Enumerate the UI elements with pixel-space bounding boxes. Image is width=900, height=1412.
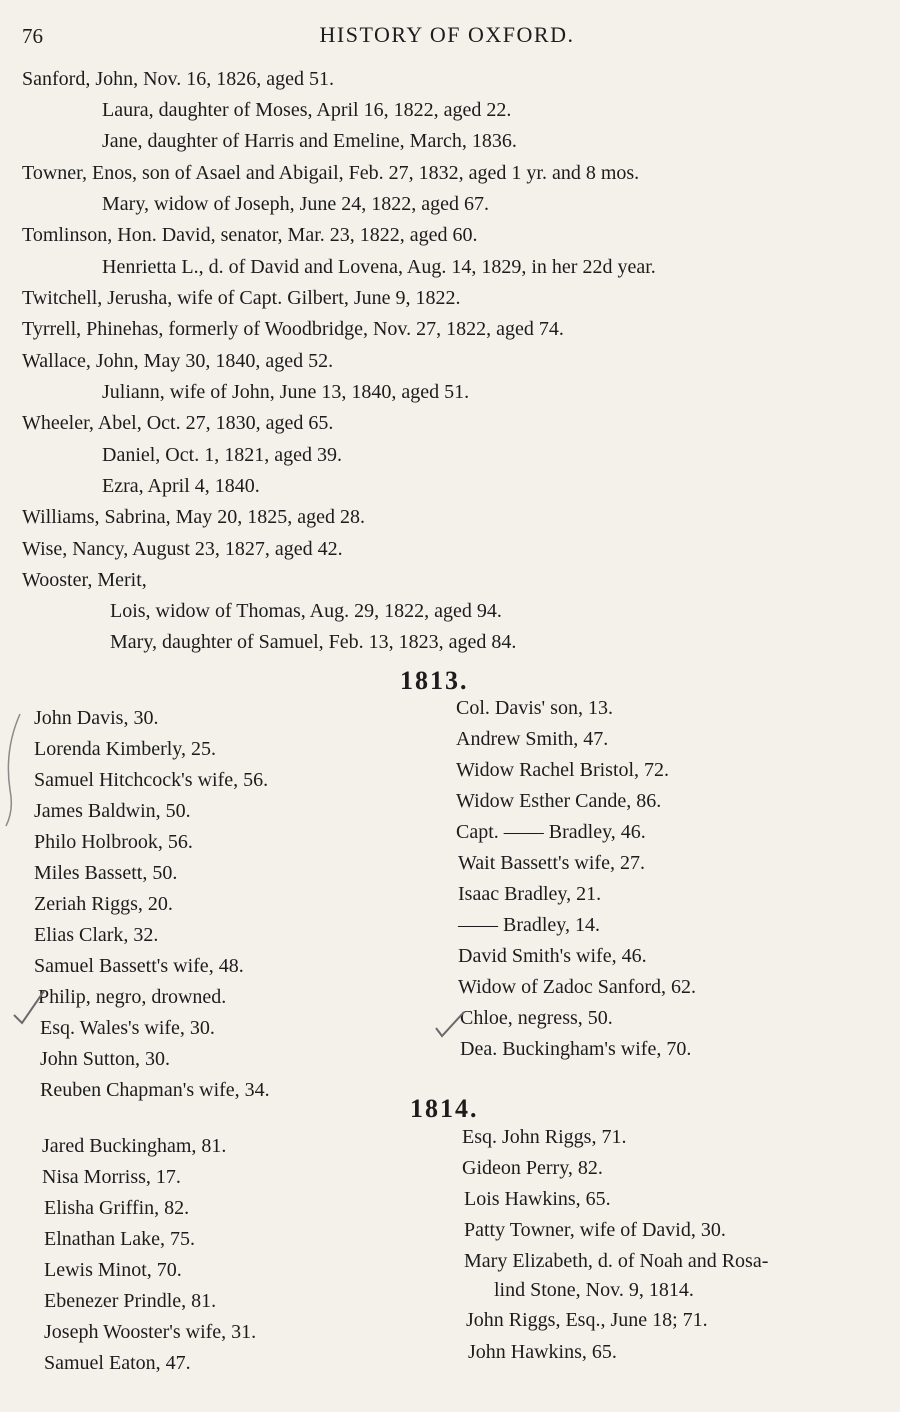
entry-line: Mary, widow of Joseph, June 24, 1822, aged 67. bbox=[102, 193, 489, 215]
entry-line: Tyrrell, Phinehas, formerly of Woodbridge, Nov. 27, 1822, aged 74. bbox=[22, 318, 564, 340]
list-item: Philip, negro, drowned. bbox=[38, 986, 227, 1008]
list-item: Widow Rachel Bristol, 72. bbox=[456, 759, 670, 781]
pencil-checkmark-icon bbox=[10, 985, 46, 1025]
entry-line: Tomlinson, Hon. David, senator, Mar. 23, 1822, aged 60. bbox=[22, 224, 478, 246]
pencil-checkmark-icon bbox=[432, 1008, 468, 1040]
year-heading-1814: 1814. bbox=[410, 1094, 479, 1123]
entry-line: Twitchell, Jerusha, wife of Capt. Gilbert, June 9, 1822. bbox=[22, 287, 461, 309]
list-item: Joseph Wooster's wife, 31. bbox=[44, 1321, 257, 1343]
list-item: Col. Davis' son, 13. bbox=[456, 697, 613, 719]
page-header bbox=[22, 18, 872, 52]
list-item: John Sutton, 30. bbox=[40, 1048, 171, 1070]
entry-line: Laura, daughter of Moses, April 16, 1822, aged 22. bbox=[102, 99, 512, 121]
list-item: Patty Towner, wife of David, 30. bbox=[464, 1219, 726, 1241]
list-item: Elias Clark, 32. bbox=[34, 924, 159, 946]
running-title: HISTORY OF OXFORD. bbox=[319, 22, 575, 47]
list-item: Samuel Eaton, 47. bbox=[44, 1352, 191, 1374]
pencil-bracket-icon bbox=[0, 710, 22, 830]
list-item: Jared Buckingham, 81. bbox=[42, 1135, 227, 1157]
list-item: James Baldwin, 50. bbox=[34, 800, 191, 822]
entry-line: Towner, Enos, son of Asael and Abigail, Feb. 27, 1832, aged 1 yr. and 8 mos. bbox=[22, 162, 640, 184]
list-item: Ebenezer Prindle, 81. bbox=[44, 1290, 217, 1312]
entry-line: Jane, daughter of Harris and Emeline, March, 1836. bbox=[102, 130, 517, 152]
entry-line: Wallace, John, May 30, 1840, aged 52. bbox=[22, 350, 334, 372]
list-item: John Davis, 30. bbox=[34, 707, 159, 729]
list-item: Isaac Bradley, 21. bbox=[458, 883, 602, 905]
list-item: Miles Bassett, 50. bbox=[34, 862, 178, 884]
entry-line: Daniel, Oct. 1, 1821, aged 39. bbox=[102, 444, 342, 466]
list-item: Esq. John Riggs, 71. bbox=[462, 1126, 627, 1148]
entry-line: Sanford, John, Nov. 16, 1826, aged 51. bbox=[22, 68, 335, 90]
list-item: —— Bradley, 14. bbox=[458, 914, 601, 936]
list-item: Widow of Zadoc Sanford, 62. bbox=[458, 976, 697, 998]
entry-line: Wheeler, Abel, Oct. 27, 1830, aged 65. bbox=[22, 412, 334, 434]
entry-line: Wooster, Merit, bbox=[22, 569, 147, 591]
list-item: Chloe, negress, 50. bbox=[460, 1007, 613, 1029]
list-item: Elnathan Lake, 75. bbox=[44, 1228, 196, 1250]
list-item: Mary Elizabeth, d. of Noah and Rosa- bbox=[464, 1250, 769, 1272]
list-item: Elisha Griffin, 82. bbox=[44, 1197, 190, 1219]
list-item: Andrew Smith, 47. bbox=[456, 728, 609, 750]
list-item: Samuel Hitchcock's wife, 56. bbox=[34, 769, 269, 791]
year-heading-1813: 1813. bbox=[400, 666, 469, 695]
entry-line: Lois, widow of Thomas, Aug. 29, 1822, aged 94. bbox=[110, 600, 502, 622]
entry-line: Juliann, wife of John, June 13, 1840, aged 51. bbox=[102, 381, 470, 403]
list-item: Samuel Bassett's wife, 48. bbox=[34, 955, 244, 977]
list-item: Lois Hawkins, 65. bbox=[464, 1188, 611, 1210]
list-item: David Smith's wife, 46. bbox=[458, 945, 647, 967]
list-item: Nisa Morriss, 17. bbox=[42, 1166, 181, 1188]
list-item: John Hawkins, 65. bbox=[468, 1341, 617, 1363]
list-item: Lorenda Kimberly, 25. bbox=[34, 738, 216, 760]
list-item: Capt. —— Bradley, 46. bbox=[456, 821, 646, 843]
list-item: Esq. Wales's wife, 30. bbox=[40, 1017, 215, 1039]
list-item: Reuben Chapman's wife, 34. bbox=[40, 1079, 270, 1101]
list-item: lind Stone, Nov. 9, 1814. bbox=[494, 1279, 694, 1301]
page-number: 76 bbox=[22, 24, 43, 48]
entry-line: Ezra, April 4, 1840. bbox=[102, 475, 260, 497]
entry-line: Henrietta L., d. of David and Lovena, Aug. 14, 1829, in her 22d year. bbox=[102, 256, 656, 278]
list-item: Gideon Perry, 82. bbox=[462, 1157, 603, 1179]
list-item: John Riggs, Esq., June 18; 71. bbox=[466, 1309, 708, 1331]
list-item: Dea. Buckingham's wife, 70. bbox=[460, 1038, 692, 1060]
entry-line: Mary, daughter of Samuel, Feb. 13, 1823, aged 84. bbox=[110, 631, 517, 653]
list-item: Philo Holbrook, 56. bbox=[34, 831, 193, 853]
list-item: Zeriah Riggs, 20. bbox=[34, 893, 173, 915]
entry-line: Wise, Nancy, August 23, 1827, aged 42. bbox=[22, 538, 343, 560]
entry-line: Williams, Sabrina, May 20, 1825, aged 28. bbox=[22, 506, 366, 528]
list-item: Widow Esther Cande, 86. bbox=[456, 790, 662, 812]
list-item: Lewis Minot, 70. bbox=[44, 1259, 182, 1281]
list-item: Wait Bassett's wife, 27. bbox=[458, 852, 645, 874]
